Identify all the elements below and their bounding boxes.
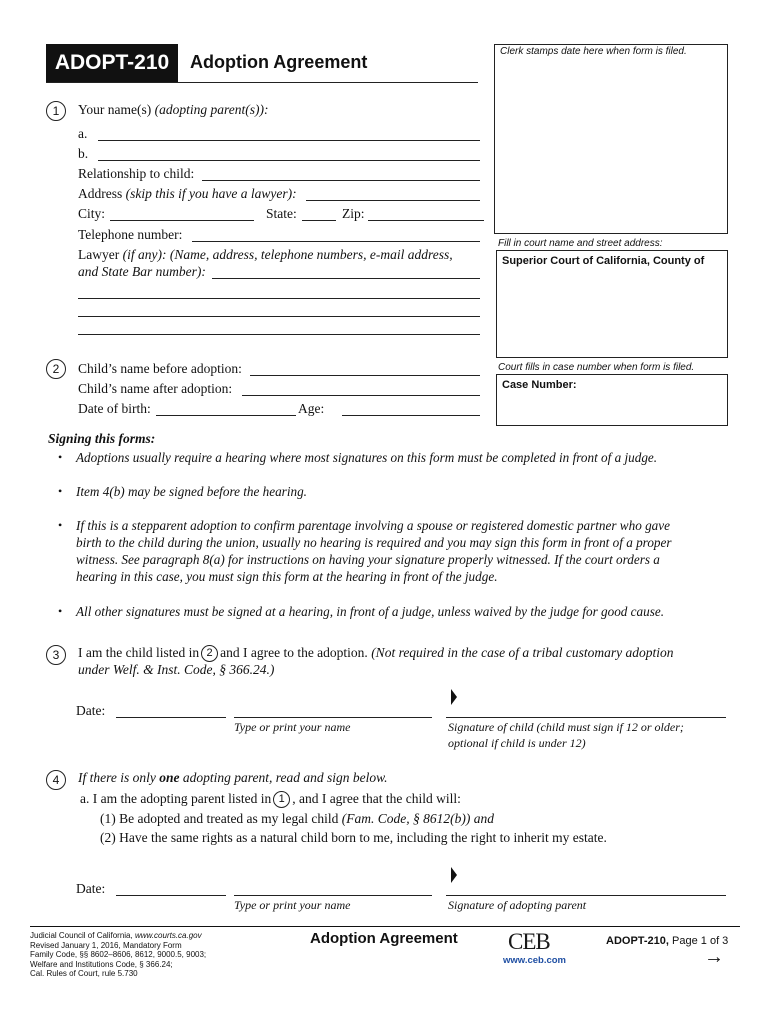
- child-name-before-label: Child’s name before adoption:: [78, 361, 242, 376]
- zip-label: Zip:: [342, 206, 365, 221]
- form-id-badge: ADOPT-210: [46, 44, 178, 82]
- adopting-parent-b-field[interactable]: [98, 160, 480, 161]
- lawyer-label: [78, 247, 453, 263]
- item-4-intro-c: adopting parent, read and sign below.: [179, 770, 388, 785]
- court-note: Fill in court name and street address:: [498, 238, 663, 249]
- footer-line-3: Family Code, §§ 8602–8606, 8612, 9000.5, 9003;: [30, 950, 207, 960]
- item-4-signature-arrow-icon: [451, 867, 457, 883]
- item-4a-text-b: , and I agree that the child will:: [292, 791, 461, 806]
- signing-bullet-3-line-4: hearing in this case, you must sign this form at the hearing in front of the judge.: [76, 569, 498, 584]
- item-1-label-text: Your name(s): [78, 102, 155, 117]
- item-3-type-name-caption: Type or print your name: [234, 720, 351, 734]
- header-rule: [46, 82, 478, 83]
- address-label: [78, 186, 297, 202]
- clerk-stamp-box: [494, 44, 728, 234]
- age-field[interactable]: [342, 415, 480, 416]
- adopting-parent-a-field[interactable]: [98, 140, 480, 141]
- item-4-intro-a: If there is only: [78, 770, 160, 785]
- item-3-text-line2: under Welf. & Inst. Code, § 366.24.): [78, 662, 275, 677]
- item-4-name-field[interactable]: [234, 895, 432, 896]
- state-label: State:: [266, 206, 297, 221]
- item-4a-1-text: (1) Be adopted and treated as my legal child: [100, 811, 342, 826]
- ceb-url[interactable]: www.ceb.com: [503, 955, 566, 966]
- item-4-intro-bold: one: [159, 770, 180, 785]
- item-3-text-b: and I agree to the adoption.: [220, 645, 372, 660]
- item-3-signature-caption-1: Signature of child (child must sign if 12 or older;: [448, 720, 684, 734]
- bullet-2: •: [58, 484, 63, 498]
- bullet-1: •: [58, 450, 63, 464]
- item-4a-1: [100, 811, 494, 827]
- lawyer-field-3[interactable]: [78, 316, 480, 317]
- footer-title: Adoption Agreement: [310, 930, 458, 947]
- item-4-date-field[interactable]: [116, 895, 226, 896]
- item-4-intro: [78, 770, 387, 786]
- signing-bullet-3-line-1: If this is a stepparent adoption to confirm parentage involving a spouse or registered domestic partner who gave: [76, 518, 670, 533]
- lawyer-label-line2: and State Bar number):: [78, 264, 206, 279]
- item-1b-label: b.: [78, 146, 89, 161]
- ceb-logo: CEB: [508, 929, 550, 954]
- state-field[interactable]: [302, 220, 336, 221]
- item-1-label-italic: (adopting parent(s)):: [154, 102, 269, 117]
- zip-field[interactable]: [368, 220, 484, 221]
- clerk-note: Clerk stamps date here when form is filed.: [500, 46, 687, 57]
- dob-label: Date of birth:: [78, 401, 151, 416]
- footer-line-5: Cal. Rules of Court, rule 5.730: [30, 969, 138, 979]
- item-3-date-field[interactable]: [116, 717, 226, 718]
- item-3-date-label: Date:: [76, 703, 106, 718]
- case-label: Case Number:: [502, 379, 577, 391]
- child-name-before-field[interactable]: [250, 375, 480, 376]
- item-4-number: 4: [46, 770, 66, 790]
- signing-bullet-1: Adoptions usually require a hearing where most signatures on this form must be completed in front of a judge.: [76, 450, 658, 465]
- court-label: Superior Court of California, County of: [502, 255, 705, 267]
- page-form-id: ADOPT-210,: [606, 935, 669, 947]
- bullet-4: •: [58, 604, 63, 618]
- footer-line-1: [30, 931, 206, 941]
- signing-bullet-3-line-3: witness. See paragraph 8(a) for instructions on having your signature properly witnessed. If the court orders a: [76, 552, 660, 567]
- footer-line-4: Welfare and Institutions Code, § 366.24;: [30, 959, 173, 969]
- item-4-type-name-caption: Type or print your name: [234, 898, 351, 912]
- child-name-after-field[interactable]: [242, 395, 480, 396]
- footer-line-2: Revised January 1, 2016, Mandatory Form: [30, 940, 182, 950]
- footer-line-1a: Judicial Council of California,: [30, 931, 135, 940]
- signing-bullet-4: All other signatures must be signed at a hearing, in front of a judge, unless waived by the judge for good cause.: [76, 604, 665, 619]
- item-1a-label: a.: [78, 126, 88, 141]
- item-1-label: [78, 102, 268, 118]
- lawyer-label-text: Lawyer: [78, 247, 123, 262]
- relationship-field[interactable]: [202, 180, 480, 181]
- address-label-italic: (skip this if you have a lawyer):: [125, 186, 297, 201]
- item-3-signature-field[interactable]: [446, 717, 726, 718]
- item-4-signature-caption: Signature of adopting parent: [448, 898, 587, 912]
- next-page-arrow-icon[interactable]: →: [704, 946, 724, 968]
- footer-citations: [30, 931, 206, 979]
- item-3-number: 3: [46, 645, 66, 665]
- item-3-signature-arrow-icon: [451, 689, 457, 705]
- footer-rule: [30, 926, 740, 927]
- footer-courts-link[interactable]: www.courts.ca.gov: [134, 931, 202, 940]
- item-2-reference: 2: [201, 645, 218, 662]
- item-3-text-italic: (Not required in the case of a tribal customary adoption: [371, 645, 674, 660]
- item-3-text: [78, 645, 718, 662]
- telephone-field[interactable]: [192, 241, 480, 242]
- city-field[interactable]: [110, 220, 254, 221]
- address-field[interactable]: [306, 200, 480, 201]
- item-4a-1-italic: (Fam. Code, § 8612(b)) and: [341, 811, 495, 826]
- lawyer-label-italic: (if any): (Name, address, telephone numbers, e-mail address,: [122, 247, 453, 262]
- item-3-name-field[interactable]: [234, 717, 432, 718]
- lawyer-field-4[interactable]: [78, 334, 480, 335]
- city-label: City:: [78, 206, 106, 221]
- item-4a-text-a: a. I am the adopting parent listed in: [80, 791, 272, 806]
- form-title: Adoption Agreement: [190, 52, 368, 72]
- child-name-after-label: Child’s name after adoption:: [78, 381, 233, 396]
- item-3-text-a: I am the child listed in: [78, 645, 200, 660]
- item-4a-2: (2) Have the same rights as a natural child born to me, including the right to inherit my estate.: [100, 830, 607, 845]
- item-1-reference: 1: [273, 791, 290, 808]
- item-3-signature-caption-2: optional if child is under 12): [448, 736, 586, 750]
- age-label: Age:: [298, 401, 325, 416]
- signing-heading: Signing this forms:: [48, 431, 156, 446]
- item-2-number: 2: [46, 359, 66, 379]
- item-1-number: 1: [46, 101, 66, 121]
- bullet-3: •: [58, 518, 63, 532]
- lawyer-field-2[interactable]: [78, 298, 480, 299]
- page-count: Page 1 of 3: [668, 935, 729, 947]
- item-4a-text: [80, 791, 461, 808]
- signing-bullet-2: Item 4(b) may be signed before the hearing.: [76, 484, 307, 499]
- dob-field[interactable]: [156, 415, 296, 416]
- signing-bullet-3-line-2: birth to the child during the union, usually no hearing is required and you may sign this form in front of a proper: [76, 535, 672, 550]
- telephone-label: Telephone number:: [78, 227, 183, 242]
- address-label-text: Address: [78, 186, 126, 201]
- item-4-date-label: Date:: [76, 881, 106, 896]
- relationship-label: Relationship to child:: [78, 166, 195, 181]
- case-note: Court fills in case number when form is filed.: [498, 362, 695, 373]
- item-4-signature-field[interactable]: [446, 895, 726, 896]
- lawyer-field-1[interactable]: [212, 278, 480, 279]
